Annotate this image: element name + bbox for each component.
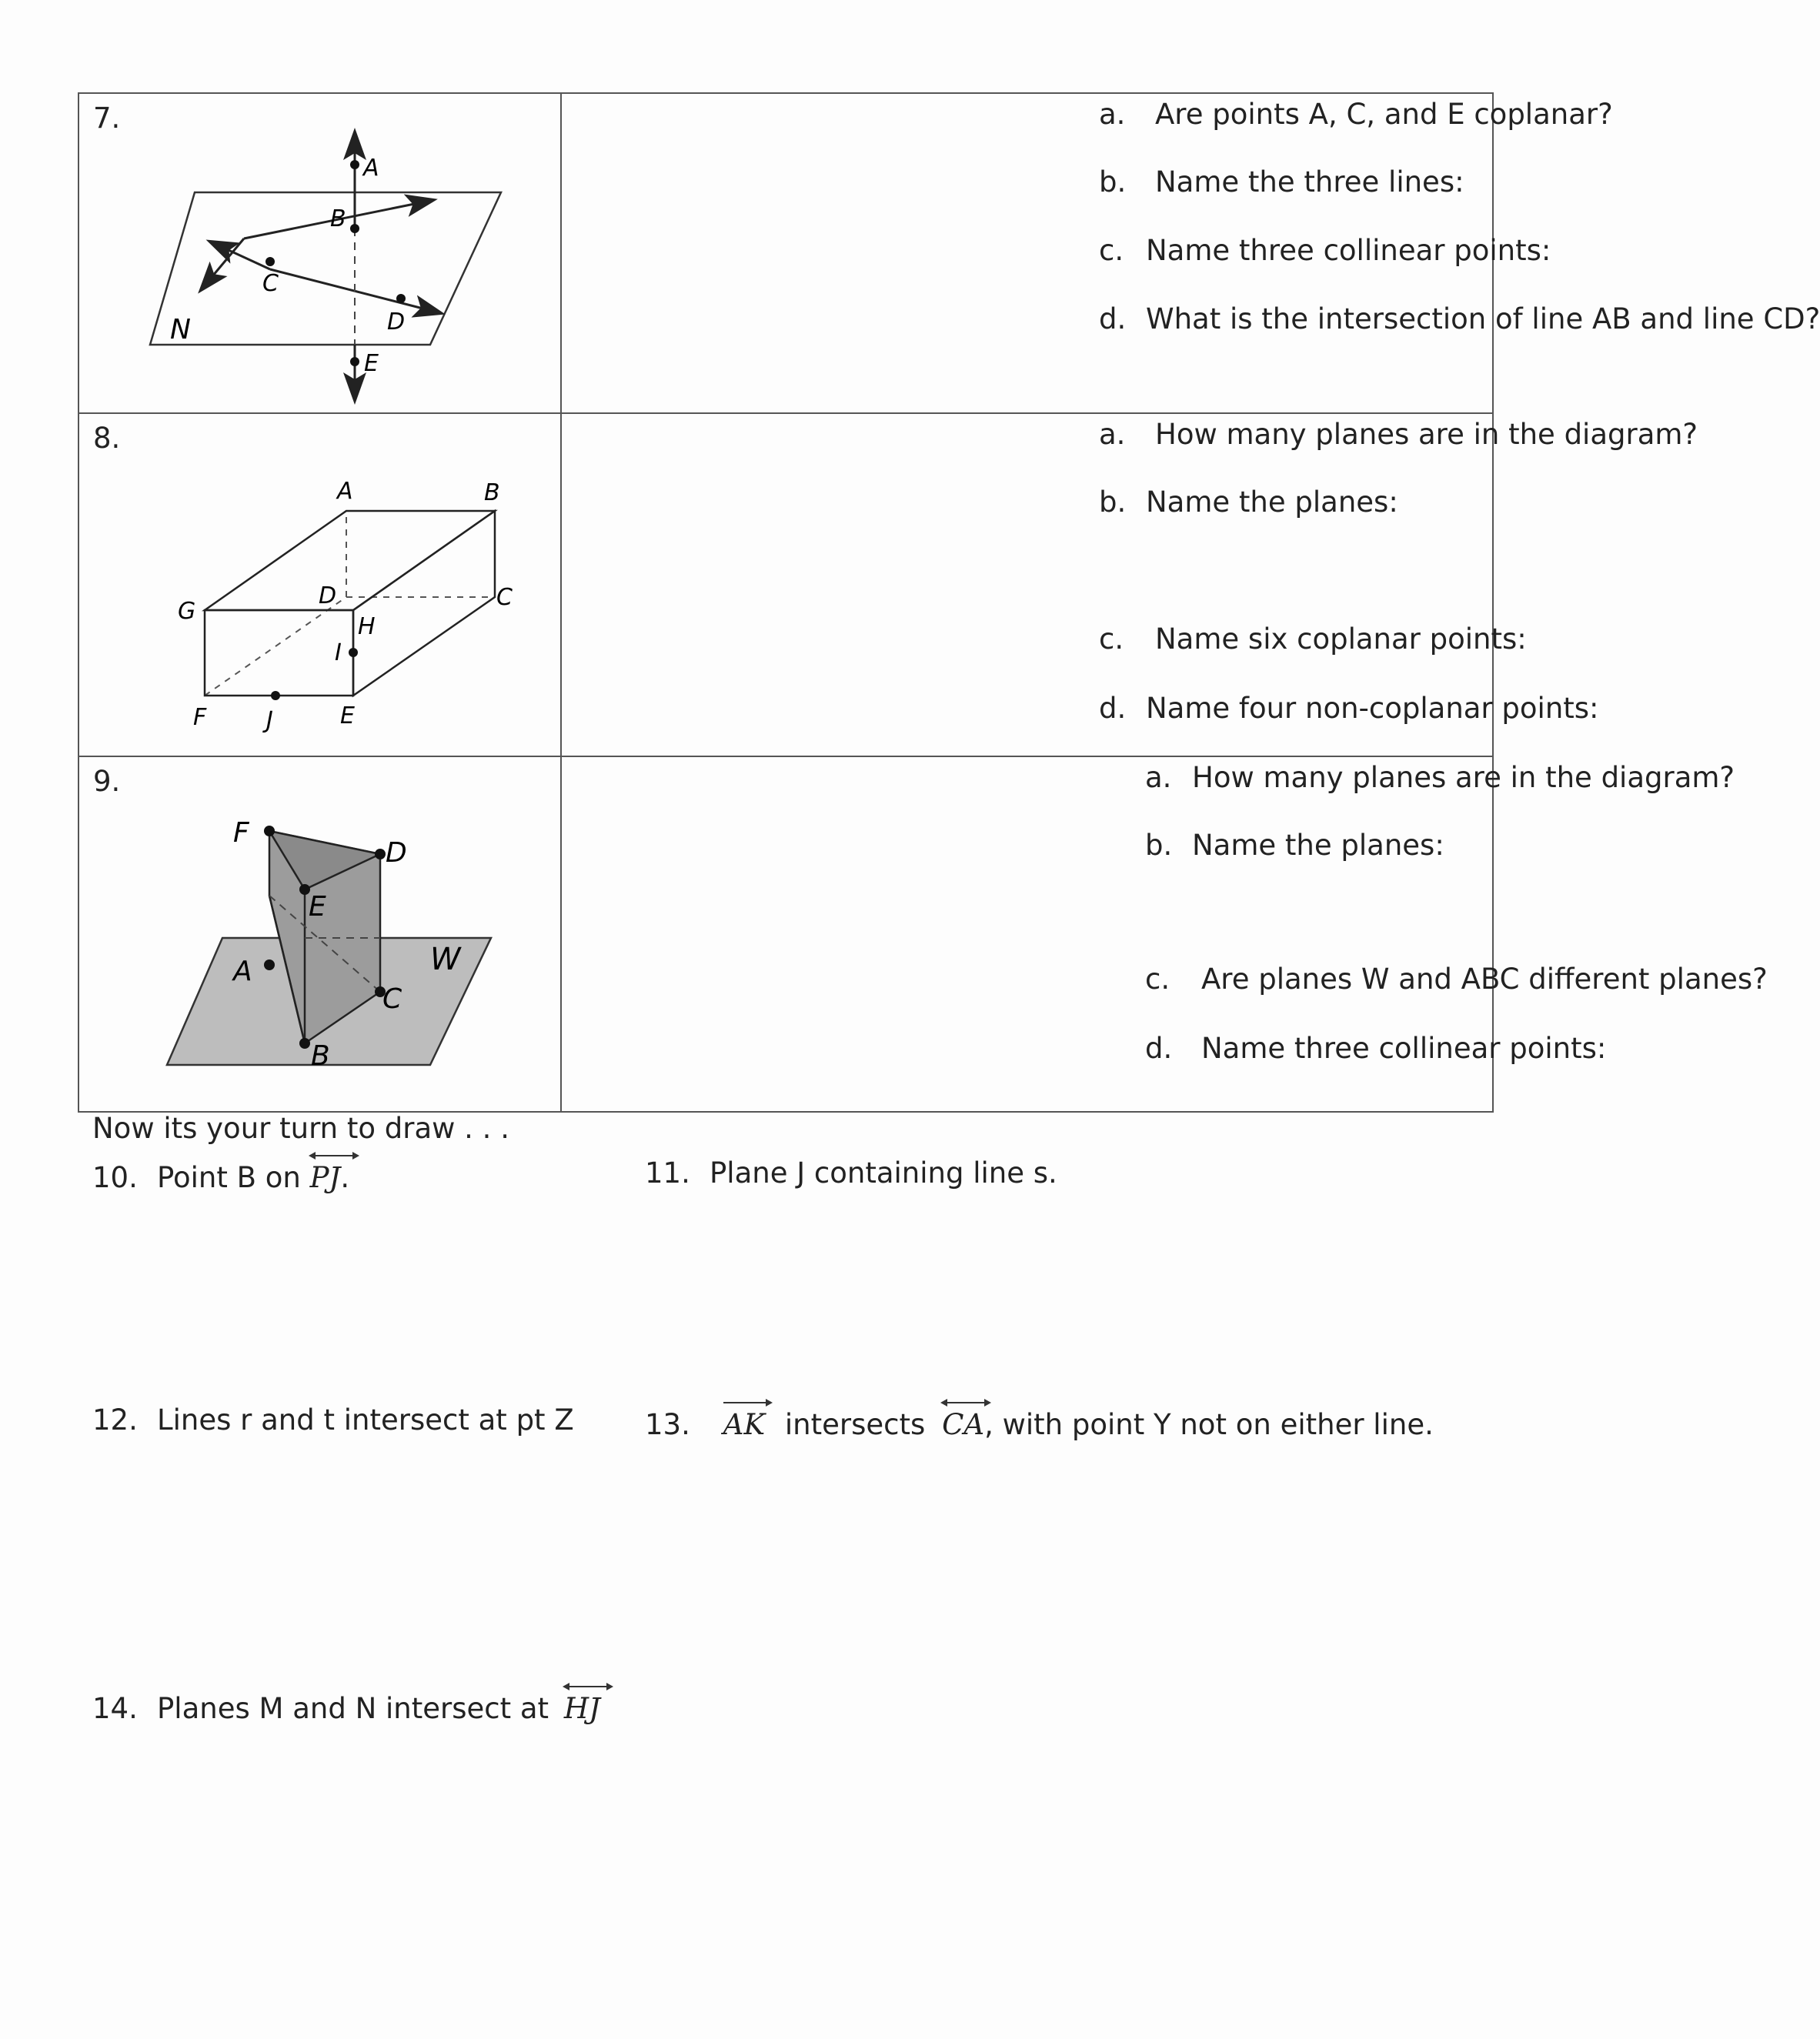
label-c: C (262, 270, 279, 297)
question-9d: d. Name three collinear points: (1145, 1032, 1607, 1065)
figure-cell-9 (78, 756, 561, 1112)
label-d: D (386, 837, 407, 869)
line-symbol-ak: AK (723, 1406, 765, 1439)
label-b: B (484, 479, 500, 506)
draw-item-13: 13. AK intersects CA, with point Y not on either line. (645, 1406, 1434, 1439)
hidden-edge-fd (205, 597, 346, 696)
label-e: E (309, 891, 326, 923)
questions-cell-9 (561, 756, 1768, 1112)
draw-item-12: 12. Lines r and t intersect at pt Z (92, 1403, 574, 1437)
label-c: C (496, 584, 513, 611)
draw-item-14: 14. Planes M and N intersect at HJ (92, 1690, 600, 1723)
label-j: J (266, 707, 273, 734)
point-i (349, 648, 358, 657)
figure-cell-7 (78, 93, 561, 413)
question-9b: b. Name the planes: (1145, 829, 1444, 862)
plane-n (150, 192, 501, 345)
label-a: A (233, 956, 252, 987)
figure-8-diagram (79, 414, 556, 753)
point-d (396, 294, 406, 303)
label-i: I (335, 639, 342, 666)
point-a (350, 160, 359, 169)
right-face (353, 511, 495, 696)
question-9a: a. How many planes are in the diagram? (1145, 761, 1735, 794)
problem-row-7 (78, 93, 1493, 413)
figure-7-diagram (79, 94, 556, 409)
draw-item-10: 10. Point B on PJ. (92, 1159, 349, 1192)
question-8c: c. Name six coplanar points: (1099, 622, 1527, 656)
line-arrow-icon (563, 1680, 616, 1693)
question-7d: d. What is the intersection of line AB and line CD? (1099, 302, 1820, 335)
label-a: A (363, 155, 379, 182)
question-8d: d. Name four non-coplanar points: (1099, 692, 1599, 725)
line-arrow-icon (940, 1397, 994, 1409)
label-b: B (330, 205, 346, 232)
label-b: B (311, 1040, 330, 1072)
draw-item-11: 11. Plane J containing line s. (645, 1156, 1057, 1190)
figure-cell-8 (78, 413, 561, 756)
point-c (265, 257, 275, 266)
question-8a: a. How many planes are in the diagram? (1099, 418, 1698, 451)
point-j (271, 691, 280, 700)
point-a (264, 959, 275, 970)
figure-9-diagram (79, 757, 556, 1108)
point-f (264, 826, 275, 836)
label-e: E (364, 350, 379, 377)
question-7a: a. Are points A, C, and E coplanar? (1099, 98, 1613, 131)
label-d: D (319, 582, 337, 609)
questions-cell-7 (561, 93, 1820, 413)
top-face (205, 511, 495, 610)
line-arrow-icon (309, 1150, 362, 1162)
label-e: E (340, 702, 355, 729)
label-plane-n: N (170, 314, 191, 345)
point-b (299, 1038, 310, 1049)
problem-number: 9. (93, 765, 121, 798)
line-symbol-ca: CA (942, 1406, 984, 1439)
problem-number: 8. (93, 422, 121, 455)
question-9c: c. Are planes W and ABC different planes? (1145, 963, 1768, 996)
problem-row-8 (78, 413, 1493, 756)
label-a: A (337, 478, 353, 505)
problem-number: 7. (93, 102, 121, 135)
label-g: G (178, 598, 196, 625)
label-h: H (358, 613, 376, 640)
label-c: C (382, 983, 402, 1015)
point-b (350, 224, 359, 233)
point-d (375, 849, 386, 859)
line-symbol-hj: HJ (564, 1690, 600, 1723)
label-d: D (387, 309, 406, 335)
draw-section-intro: Now its your turn to draw . . . (92, 1112, 509, 1145)
questions-cell-8 (561, 413, 1698, 756)
question-7b: b. Name the three lines: (1099, 165, 1464, 199)
point-e (350, 357, 359, 366)
problems-table (78, 92, 1820, 1113)
question-7c: c. Name three collinear points: (1099, 234, 1551, 267)
label-f: F (233, 817, 249, 849)
front-face (205, 610, 353, 696)
question-8b: b. Name the planes: (1099, 486, 1398, 519)
line-symbol-pj: PJ (310, 1159, 341, 1192)
line-cd-left (210, 242, 270, 269)
problem-row-9 (78, 756, 1493, 1112)
label-plane-w: W (430, 942, 461, 977)
label-f: F (193, 704, 207, 731)
ray-arrow-icon (722, 1397, 776, 1409)
